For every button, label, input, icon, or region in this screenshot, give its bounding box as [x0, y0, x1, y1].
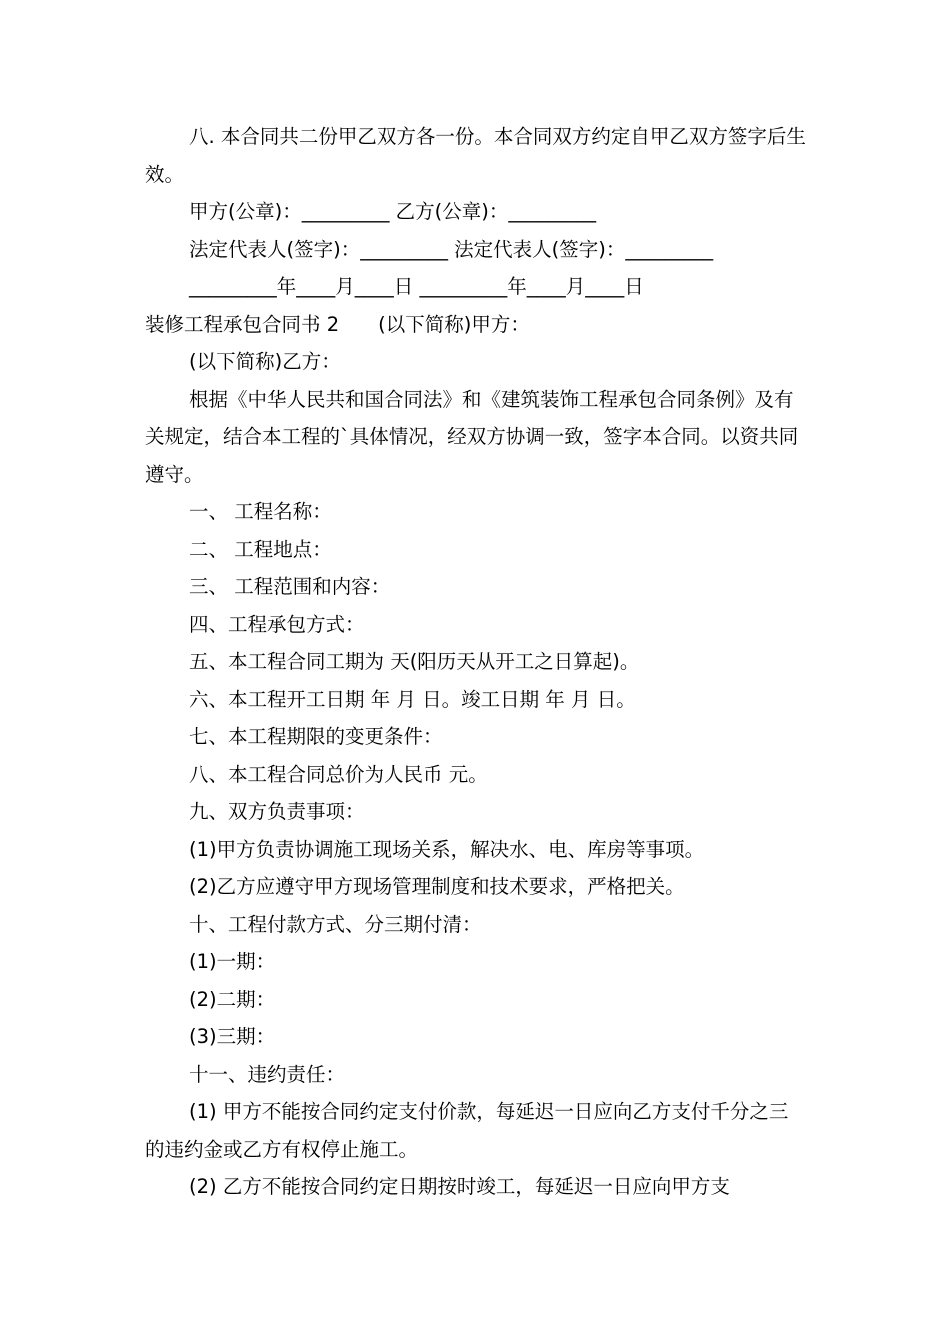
signature-line-representative: 法定代表人(签字)：_________ 法定代表人(签字)：_________: [189, 237, 714, 261]
sub-clause-item: (2)二期：: [189, 987, 276, 1011]
contract-title-line: 装修工程承包合同书 2 (以下简称)甲方：: [145, 312, 530, 336]
sub-clause-item: (1)一期：: [189, 950, 276, 973]
clause-item: 十一、违约责任：: [189, 1062, 346, 1086]
paragraph: (以下简称)乙方：: [189, 350, 341, 373]
clause-item: 二、 工程地点：: [189, 537, 332, 561]
clause-item: 十、工程付款方式、分三期付清：: [189, 912, 482, 936]
clause-item: 一、 工程名称：: [189, 500, 332, 523]
clause-item: 五、本工程合同工期为 天(阳历天从开工之日算起)。: [189, 650, 640, 673]
sub-clause-item: (1)甲方负责协调施工现场关系，解决水、电、库房等事项。: [189, 837, 705, 861]
sub-clause-item: (1) 甲方不能按合同约定支付价款，每延迟一日应向乙方支付千分之三的违约金或乙方有权停止施工。: [145, 1100, 789, 1161]
clause-item: 三、 工程范围和内容：: [189, 575, 391, 598]
preamble-paragraph: 根据《中华人民共和国合同法》和《建筑装饰工程承包合同条例》及有关规定，结合本工程的`具体情况，经双方协调一致，签字本合同。以资共同遵守。: [145, 387, 799, 486]
sub-clause-item: (3)三期：: [189, 1025, 276, 1048]
clause-item: 九、双方负责事项：: [189, 800, 365, 823]
paragraph: 八. 本合同共二份甲乙双方各一份。本合同双方约定自甲乙双方签字后生效。: [145, 125, 806, 186]
signature-line-date: _________年____月____日 _________年____月____日: [189, 275, 644, 298]
document-body: [145, 118, 807, 1206]
clause-item: 七、本工程期限的变更条件：: [189, 725, 443, 748]
sub-clause-item: (2)乙方应遵守甲方现场管理制度和技术要求，严格把关。: [189, 875, 685, 898]
sub-clause-item: (2) 乙方不能按合同约定日期按时竣工，每延迟一日应向甲方支: [189, 1175, 730, 1198]
clause-item: 六、本工程开工日期 年 月 日。竣工日期 年 月 日。: [189, 687, 636, 711]
clause-item: 八、本工程合同总价为人民币 元。: [189, 762, 488, 786]
clause-item: 四、工程承包方式：: [189, 612, 365, 636]
signature-line-seal: 甲方(公章)：_________ 乙方(公章)：_________: [189, 200, 597, 223]
